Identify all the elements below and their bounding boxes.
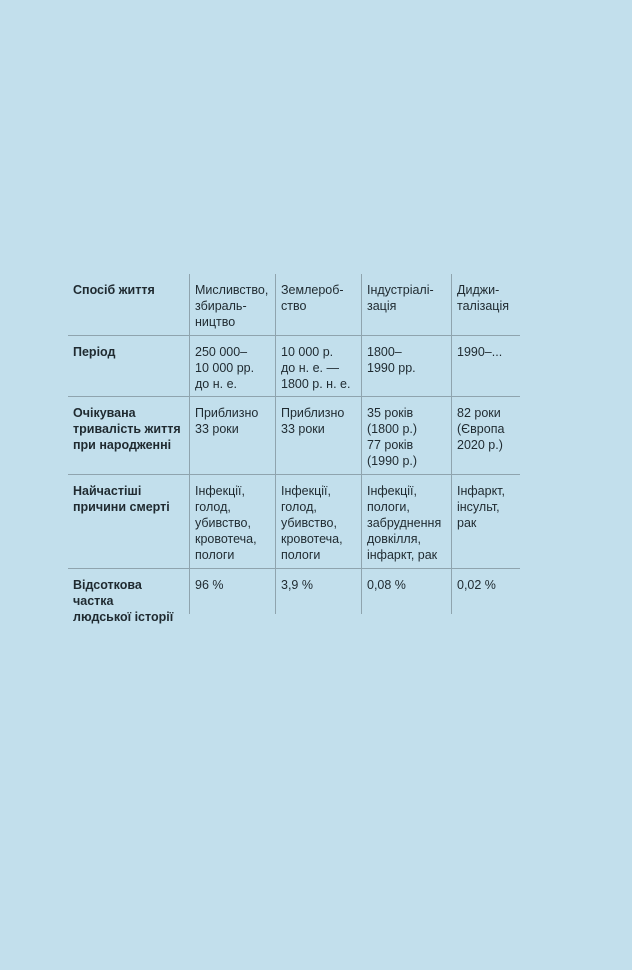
table-row-period [68, 336, 520, 397]
table-cell: Землероб- ство [275, 274, 361, 335]
comparison-table [68, 274, 520, 624]
table-cell: 0,08 % [361, 569, 451, 614]
row-label: Період [73, 345, 116, 359]
table-cell: 1800– 1990 рр. [361, 336, 451, 396]
row-label: Спосіб життя [73, 283, 155, 297]
table-cell: 0,02 % [451, 569, 520, 614]
table-cell: 35 років (1800 р.) 77 років (1990 р.) [361, 397, 451, 474]
table-row-history-share [68, 569, 520, 624]
row-label: Найчастіші причини смерті [73, 484, 170, 514]
row-label: Відсоткова частка людської історії [73, 578, 174, 624]
table-cell: 82 роки (Європа 2020 р.) [451, 397, 520, 474]
table-cell: Інфекції, голод, убивство, кровотеча, пологи [275, 475, 361, 568]
table-cell: 250 000– 10 000 рр. до н. е. [189, 336, 275, 396]
table-cell: 1990–... [451, 336, 520, 396]
table-cell: Індустріалі- зація [361, 274, 451, 335]
table-cell: 96 % [189, 569, 275, 614]
table-cell: 10 000 р. до н. е. — 1800 р. н. е. [275, 336, 361, 396]
table-cell: Інфекції, пологи, забруднення довкілля, інфаркт, рак [361, 475, 451, 568]
table-cell: Приблизно 33 роки [275, 397, 361, 474]
table-cell: Диджи- талізація [451, 274, 520, 335]
table-row-life-expectancy [68, 397, 520, 475]
table-cell: Інфаркт, інсульт, рак [451, 475, 520, 568]
table-cell: Інфекції, голод, убивство, кровотеча, пологи [189, 475, 275, 568]
table-row-lifestyle [68, 274, 520, 336]
table-cell: Мисливство, збираль- ництво [189, 274, 275, 335]
row-label: Очікувана тривалість життя при народженні [73, 406, 181, 452]
table-cell: 3,9 % [275, 569, 361, 614]
table-row-causes-of-death [68, 475, 520, 569]
table-cell: Приблизно 33 роки [189, 397, 275, 474]
